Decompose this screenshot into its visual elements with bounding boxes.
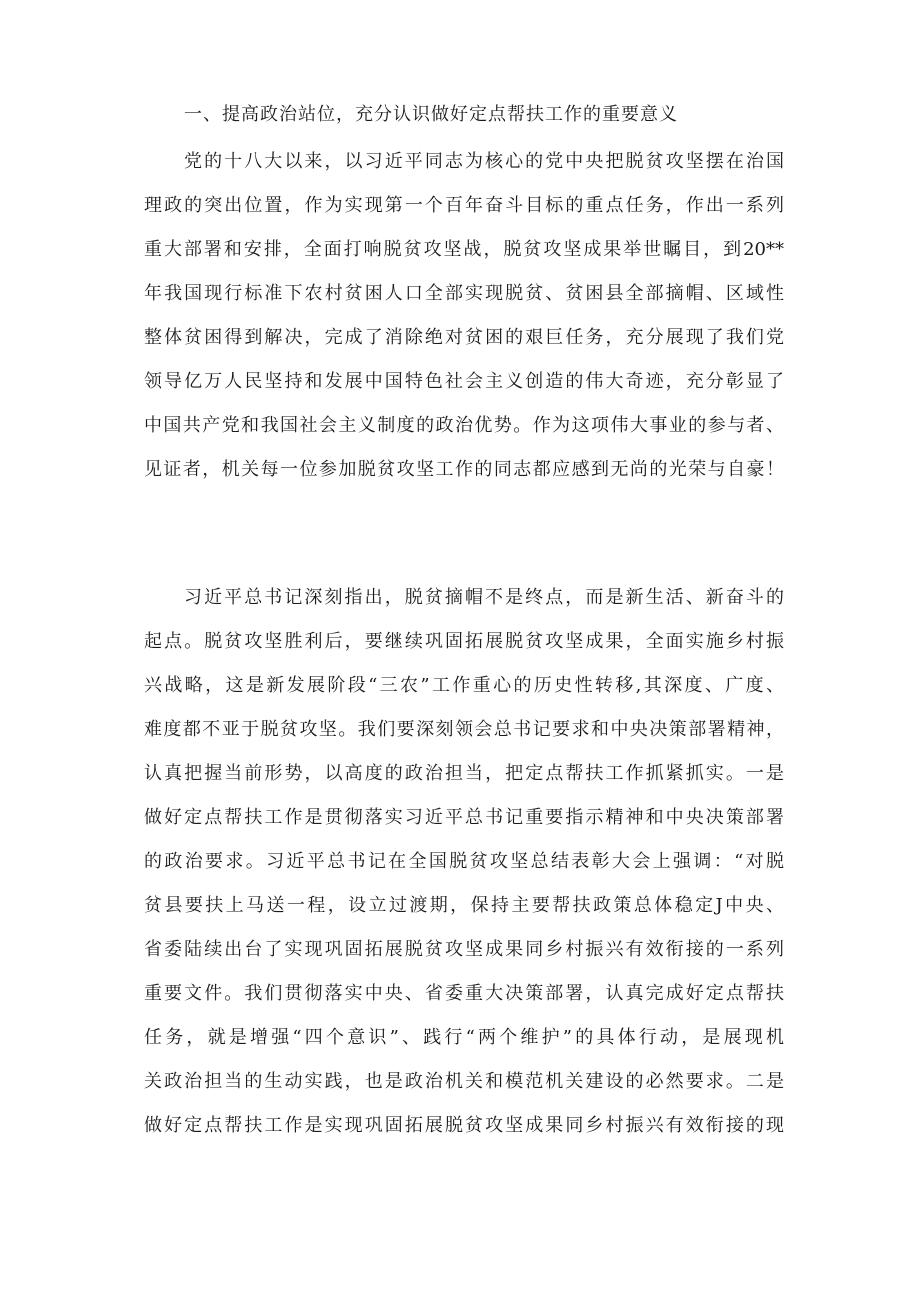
paragraph-line: 贫县要扶上马送一程，设立过渡期，保持主要帮扶政策总体稳定J中央、 (144, 895, 784, 916)
paragraph-line: 理政的突出位置，作为实现第一个百年奋斗目标的重点任务，作出一系列 (144, 195, 784, 216)
paragraph-line: 省委陆续出台了实现巩固拓展脱贫攻坚成果同乡村振兴有效衔接的一系列 (144, 939, 784, 960)
paragraph-line: 重要文件。我们贯彻落实中央、省委重大决策部署，认真完成好定点帮扶 (144, 983, 784, 1004)
paragraph-line: 兴战略，这是新发展阶段“三农”工作重心的历史性转移,其深度、广度、 (144, 675, 784, 696)
paragraph-2 (144, 576, 784, 1148)
paragraph-line: 难度都不亚于脱贫攻坚。我们要深刻领会总书记要求和中央决策部署精神， (144, 719, 784, 740)
paragraph-line: 重大部署和安排，全面打响脱贫攻坚战，脱贫攻坚成果举世瞩目，到20** (144, 239, 784, 260)
paragraph-line: 认真把握当前形势，以高度的政治担当，把定点帮扶工作抓紧抓实。一是 (144, 763, 784, 784)
paragraph-line: 的政治要求。习近平总书记在全国脱贫攻坚总结表彰大会上强调：“对脱 (144, 851, 784, 872)
paragraph-line: 任务，就是增强“四个意识”、践行“两个维护”的具体行动，是展现机 (144, 1027, 784, 1048)
paragraph-line: 党的十八大以来，以习近平同志为核心的党中央把脱贫攻坚摆在治国 (184, 151, 784, 172)
section-heading: 一、提高政治站位，充分认识做好定点帮扶工作的重要意义 (184, 104, 678, 125)
paragraph-line: 习近平总书记深刻指出，脱贫摘帽不是终点，而是新生活、新奋斗的 (184, 587, 784, 608)
paragraph-line: 年我国现行标准下农村贫困人口全部实现脱贫、贫困县全部摘帽、区域性 (144, 283, 784, 304)
paragraph-line: 中国共产党和我国社会主义制度的政治优势。作为这项伟大事业的参与者、 (144, 415, 784, 436)
paragraph-line: 领导亿万人民坚持和发展中国特色社会主义创造的伟大奇迹，充分彰显了 (144, 371, 784, 392)
paragraph-line: 起点。脱贫攻坚胜利后，要继续巩固拓展脱贫攻坚成果，全面实施乡村振 (144, 631, 784, 652)
paragraph-line: 见证者，机关每一位参加脱贫攻坚工作的同志都应感到无尚的光荣与自豪！ (144, 459, 784, 480)
paragraph-line: 整体贫困得到解决，完成了消除绝对贫困的艰巨任务，充分展现了我们党 (144, 327, 784, 348)
paragraph-1 (144, 140, 784, 492)
paragraph-line: 做好定点帮扶工作是贯彻落实习近平总书记重要指示精神和中央决策部署 (144, 807, 784, 828)
paragraph-line: 关政治担当的生动实践，也是政治机关和模范机关建设的必然要求。二是 (144, 1071, 784, 1092)
paragraph-line: 做好定点帮扶工作是实现巩固拓展脱贫攻坚成果同乡村振兴有效衔接的现 (144, 1115, 784, 1136)
